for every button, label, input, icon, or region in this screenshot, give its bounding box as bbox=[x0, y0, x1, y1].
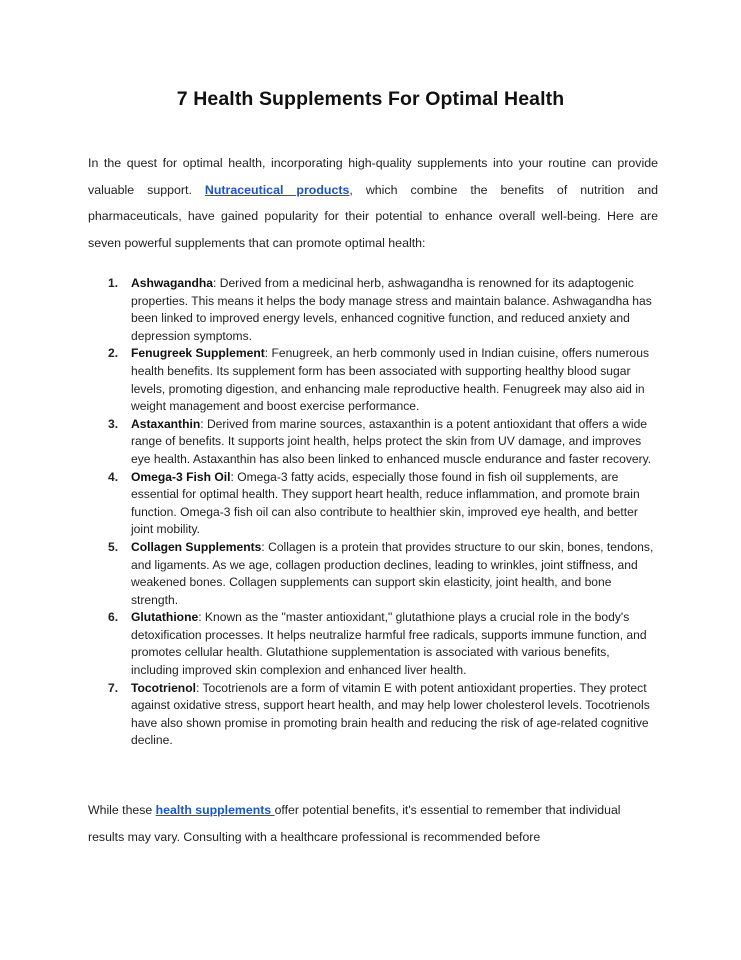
list-item-text: : Derived from marine sources, astaxanthin is a potent antioxidant that offers a wide range of benefits. It supports joint health, helps protect the skin from UV damage, and improves eye health. Astaxanthin has also been linked to enhanced muscle endurance and faster recovery. bbox=[131, 416, 652, 466]
list-item-number: 1. bbox=[108, 276, 119, 290]
list-item bbox=[88, 345, 658, 415]
closing-paragraph bbox=[88, 797, 658, 851]
outro-text-end: offer potential benefits, it's essential to remember that individual results may vary. Consulting with a healthcare professional is recommended before bbox=[88, 803, 621, 844]
list-item bbox=[88, 469, 658, 539]
list-item-number: 4. bbox=[108, 469, 119, 484]
list-item-term: Ashwagandha bbox=[131, 276, 213, 290]
nutraceutical-products-link[interactable]: Nutraceutical products bbox=[204, 182, 350, 197]
intro-paragraph bbox=[88, 150, 658, 256]
intro-text-end: , which combine the benefits of nutrition and pharmaceuticals, have gained popularity for their potential to enhance overall well-being. Here are seven powerful supplements that can promote optimal health: bbox=[88, 182, 658, 250]
list-item-text: : Derived from a medicinal herb, ashwagandha is renowned for its adaptogenic properties. This means it helps the body manage stress and maintain balance. Ashwagandha has been linked to improved energy levels, enhanced cognitive function, and reduced anxiety and depression symptoms. bbox=[131, 276, 652, 343]
supplement-list bbox=[88, 275, 658, 750]
page-title: 7 Health Supplements For Optimal Health bbox=[176, 88, 565, 110]
list-item bbox=[88, 609, 658, 679]
list-item-term: Fenugreek Supplement bbox=[131, 346, 265, 361]
list-item-term: Tocotrienol bbox=[131, 680, 196, 695]
list-item-text: : Omega-3 fatty acids, especially those found in fish oil supplements, are essential for optimal health. They support heart health, reduce inflammation, and promote brain function. Omega-3 fish oil can also contribute to healthier skin, improved eye health, and better joint mobility. bbox=[131, 469, 640, 537]
list-item bbox=[88, 275, 658, 345]
list-item bbox=[88, 680, 658, 750]
list-item-text: : Collagen is a protein that provides structure to our skin, bones, tendons, and ligaments. As we age, collagen production declines, leading to wrinkles, joint stiffness, and weakened bones. Collagen supplements can support skin elasticity, joint health, and bone strength. bbox=[131, 539, 654, 607]
list-item-term: Omega-3 Fish Oil bbox=[131, 469, 231, 484]
list-item-text: : Tocotrienols are a form of vitamin E with potent antioxidant properties. They protect against oxidative stress, support heart health, and may help lower cholesterol levels. Tocotrienols have also shown promise in promoting brain health and reducing the risk of age-related cognitive decline. bbox=[131, 680, 650, 748]
list-item bbox=[88, 416, 658, 469]
list-item-term: Astaxanthin bbox=[131, 416, 201, 431]
outro-text-start: While these bbox=[88, 803, 156, 817]
list-item-number: 7. bbox=[108, 680, 119, 695]
list-item-number: 2. bbox=[108, 346, 119, 361]
list-item-term: Glutathione bbox=[131, 610, 199, 625]
list-item-number: 6. bbox=[108, 610, 119, 625]
intro-text-start: In the quest for optimal health, incorporating high-quality supplements into your routine can provide valuable support. bbox=[88, 156, 658, 197]
list-item-text: : Known as the "master antioxidant," glutathione plays a crucial role in the body's detoxification processes. It helps neutralize harmful free radicals, supports immune function, and promotes cellular health. Glutathione supplementation is associated with various benefits, including improved skin complexion and enhanced liver health. bbox=[131, 610, 647, 678]
list-item-term: Collagen Supplements bbox=[131, 539, 262, 554]
list-item-text: : Fenugreek, an herb commonly used in Indian cuisine, offers numerous health benefits. Its supplement form has been associated with supporting healthy blood sugar levels, promoting digestion, and enhancing male reproductive health. Fenugreek may also aid in weight management and boost exercise performance. bbox=[131, 346, 650, 414]
list-item-number: 3. bbox=[108, 416, 119, 431]
list-item bbox=[88, 539, 658, 609]
list-item-number: 5. bbox=[108, 539, 119, 554]
health-supplements-link[interactable]: health supplements bbox=[155, 803, 275, 817]
